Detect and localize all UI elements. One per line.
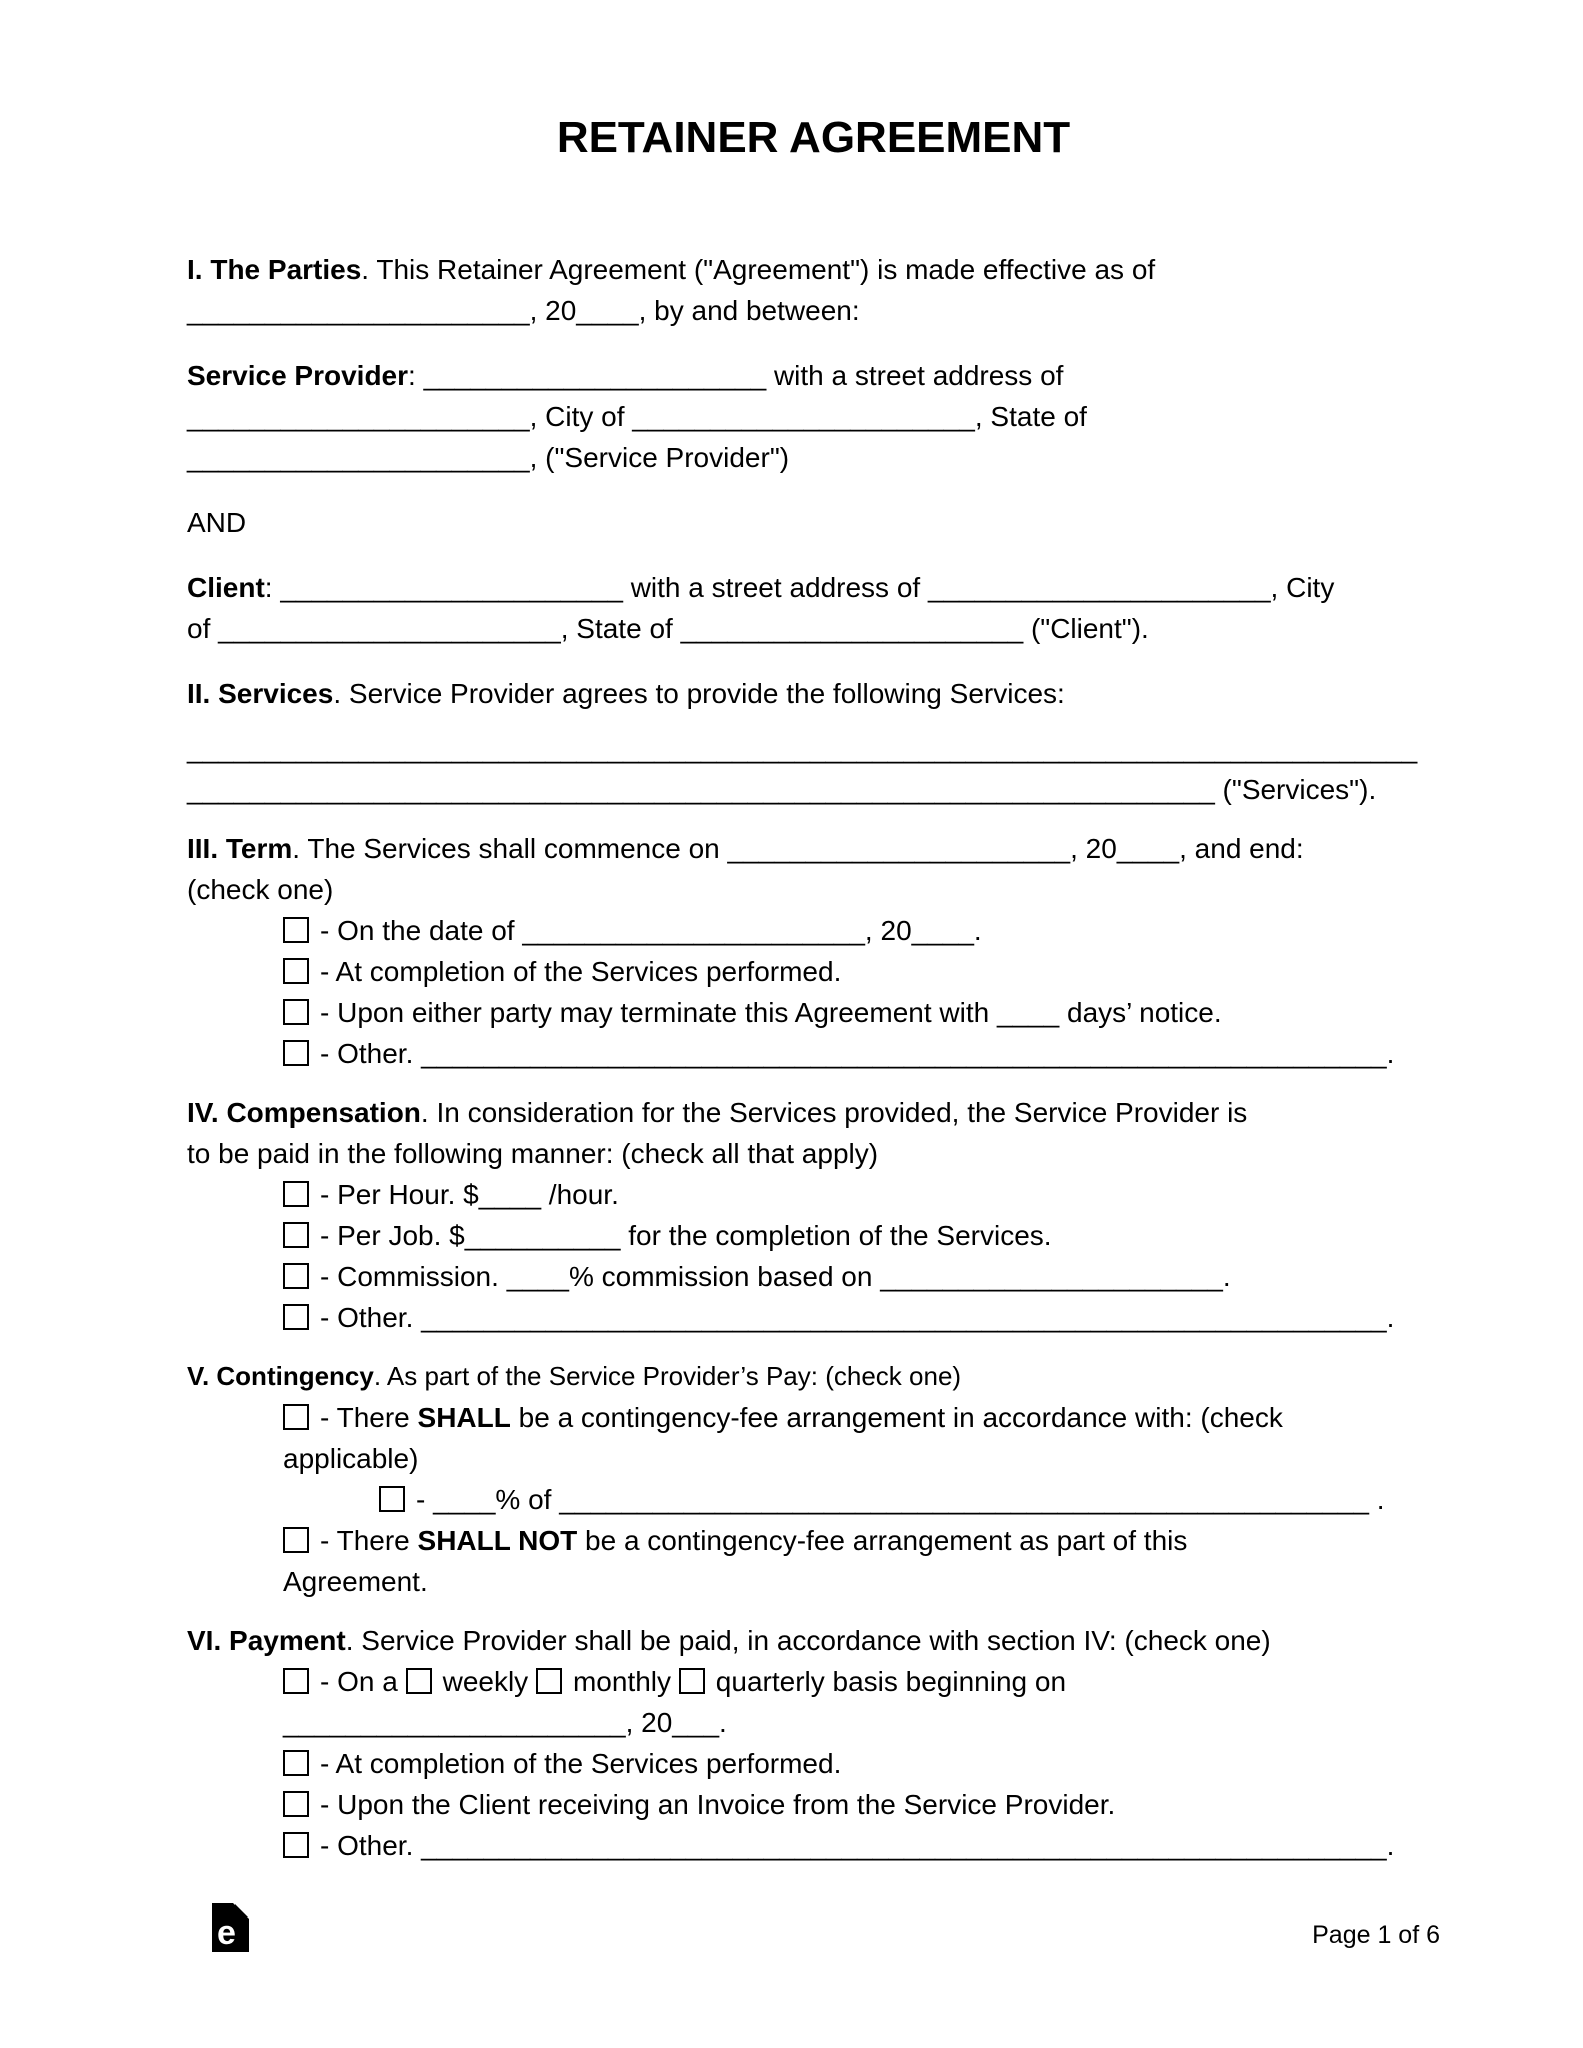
section-client [187,567,1440,649]
compensation-option-per-job [187,1215,1440,1256]
compensation-per-hour-checkbox-icon[interactable] [283,1181,309,1207]
contingency-shall-not-bold: SHALL NOT [417,1525,578,1556]
term-other-checkbox-icon[interactable] [283,1040,309,1066]
contingency-shall-not-post: be a contingency-fee arrangement as part of this [577,1525,1188,1556]
section-parties [187,249,1440,331]
compensation-other-checkbox-icon[interactable] [283,1304,309,1330]
term-option-on-date [187,910,1440,951]
compensation-per-job-checkbox-icon[interactable] [283,1222,309,1248]
contingency-heading-text: . As part of the Service Provider’s Pay: (check one) [373,1361,962,1391]
payment-option-other-label: - Other. ______________________________________________________________. [320,1830,1395,1861]
section-term [187,828,1440,1074]
section-services [187,673,1440,810]
compensation-option-other-label: - Other. ______________________________________________________________. [320,1302,1395,1333]
payment-option-invoice-label: - Upon the Client receiving an Invoice from the Service Provider. [320,1789,1116,1820]
payment-option-completion [187,1743,1440,1784]
term-heading: III. Term [187,833,293,864]
eforms-logo-letter: e [217,1914,236,1952]
contingency-option-shall [187,1397,1440,1438]
compensation-heading-line [187,1092,1440,1133]
payment-option-periodic [187,1661,1440,1702]
payment-option-other [187,1825,1440,1866]
payment-option-invoice [187,1784,1440,1825]
service-provider-label: Service Provider [187,360,409,391]
term-terminate-checkbox-icon[interactable] [283,999,309,1025]
term-option-on-date-label: - On the date of ______________________, 20____. [320,915,982,946]
contingency-sub-option-percent [187,1479,1440,1520]
contingency-shall-not-pre: - There [320,1525,418,1556]
services-heading-line [187,673,1440,714]
compensation-option-per-hour-label: - Per Hour. $____ /hour. [320,1179,619,1210]
payment-heading: VI. Payment [187,1625,346,1656]
contingency-shall-checkbox-icon[interactable] [283,1404,309,1430]
payment-completion-checkbox-icon[interactable] [283,1750,309,1776]
term-completion-checkbox-icon[interactable] [283,958,309,984]
payment-monthly-label: monthly [572,1666,672,1697]
compensation-option-per-job-label: - Per Job. $__________ for the completion of the Services. [320,1220,1052,1251]
payment-monthly-checkbox-icon[interactable] [536,1668,562,1694]
payment-periodic-pre: - On a [320,1666,398,1697]
page-footer [187,1903,1440,1952]
payment-periodic-continuation: ______________________, 20___. [283,1707,727,1738]
services-heading: II. Services [187,678,334,709]
term-check-note: (check one) [187,874,334,905]
term-on-date-checkbox-icon[interactable] [283,917,309,943]
compensation-option-commission [187,1256,1440,1297]
section-payment [187,1620,1440,1866]
conjunction-and: AND [187,507,247,538]
payment-quarterly-checkbox-icon[interactable] [679,1668,705,1694]
client-line-1-text: : ______________________ with a street address of ______________________, City [264,572,1335,603]
client-label: Client [187,572,265,603]
payment-weekly-label: weekly [442,1666,529,1697]
payment-invoice-checkbox-icon[interactable] [283,1791,309,1817]
parties-line-1-text: . This Retainer Agreement ("Agreement") is made effective as of [361,254,1156,285]
term-option-completion-label: - At completion of the Services performed. [320,956,842,987]
term-heading-text: . The Services shall commence on ______________________, 20____, and end: [292,833,1304,864]
eforms-document-logo-icon [212,1903,249,1952]
services-blank-line-2: __________________________________________________________________ ("Services"). [187,774,1377,805]
contingency-shall-bold: SHALL [417,1402,511,1433]
compensation-option-commission-label: - Commission. ____% commission based on ______________________. [320,1261,1231,1292]
compensation-option-other [187,1297,1440,1338]
section-compensation [187,1092,1440,1338]
services-blank-line-1: _______________________________________________________________________________ [187,733,1418,764]
term-heading-line [187,828,1440,869]
parties-heading: I. The Parties [187,254,362,285]
contingency-shall-post: be a contingency-fee arrangement in accordance with: (check [510,1402,1283,1433]
payment-periodic-post: basis beginning on [832,1666,1067,1697]
payment-weekly-checkbox-icon[interactable] [406,1668,432,1694]
contingency-shall-not-checkbox-icon[interactable] [283,1527,309,1553]
service-provider-line-3: ______________________, ("Service Provider") [187,442,790,473]
payment-periodic-checkbox-icon[interactable] [283,1668,309,1694]
payment-heading-text: . Service Provider shall be paid, in accordance with section IV: (check one) [345,1625,1271,1656]
service-provider-line-1-text: : ______________________ with a street address of [408,360,1064,391]
contingency-shall-not-continuation: Agreement. [283,1566,428,1597]
contingency-sub-option-percent-label: - ____% of ____________________________________________________ . [416,1484,1385,1515]
compensation-heading-line-2: to be paid in the following manner: (check all that apply) [187,1138,879,1169]
payment-other-checkbox-icon[interactable] [283,1832,309,1858]
services-heading-text: . Service Provider agrees to provide the following Services: [333,678,1065,709]
compensation-heading-text: . In consideration for the Services provided, the Service Provider is [420,1097,1248,1128]
service-provider-line-1 [187,355,1440,396]
compensation-option-per-hour [187,1174,1440,1215]
client-line-1 [187,567,1440,608]
section-contingency [187,1356,1440,1602]
contingency-shall-pre: - There [320,1402,418,1433]
parties-line-1 [187,249,1440,290]
compensation-heading: IV. Compensation [187,1097,421,1128]
client-line-2: of ______________________, State of ______________________ ("Client"). [187,613,1149,644]
contingency-heading: V. Contingency [187,1361,374,1391]
compensation-commission-checkbox-icon[interactable] [283,1263,309,1289]
payment-heading-line [187,1620,1440,1661]
contingency-percent-checkbox-icon[interactable] [379,1486,405,1512]
page-number: Page 1 of 6 [1312,1921,1440,1949]
term-option-completion [187,951,1440,992]
contingency-heading-line [187,1356,1440,1397]
term-option-other [187,1033,1440,1074]
payment-option-completion-label: - At completion of the Services performed. [320,1748,842,1779]
term-option-terminate [187,992,1440,1033]
contingency-option-shall-not [187,1520,1440,1561]
service-provider-line-2: ______________________, City of ______________________, State of [187,401,1087,432]
section-service-provider [187,355,1440,478]
document-title: RETAINER AGREEMENT [556,113,1071,162]
parties-line-2: ______________________, 20____, by and between: [187,295,860,326]
contingency-shall-continuation: applicable) [283,1443,419,1474]
term-option-terminate-label: - Upon either party may terminate this Agreement with ____ days’ notice. [320,997,1222,1028]
term-option-other-label: - Other. ______________________________________________________________. [320,1038,1395,1069]
payment-quarterly-label: quarterly [715,1666,825,1697]
